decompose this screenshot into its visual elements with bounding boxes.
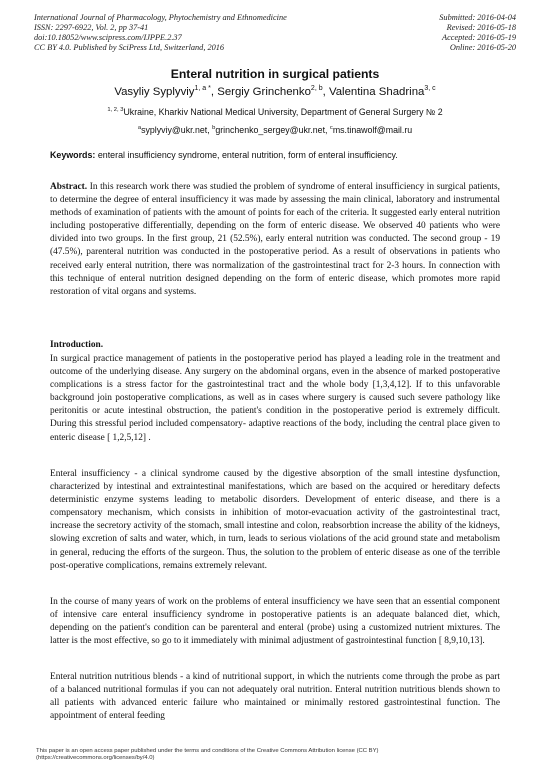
issn: ISSN: 2297-6922, Vol. 2, pp 37-41 (34, 23, 149, 33)
email-link[interactable]: ms.tinawolf@mail.ru (332, 125, 413, 135)
footer-link[interactable]: (https://creativecommons.org/licenses/by/4.0) (36, 755, 155, 762)
abstract-label: Abstract. (50, 182, 88, 192)
license-note: CC BY 4.0. Published by SciPress Ltd, Switzerland, 2016 (34, 43, 225, 53)
revised-date: Revised: 2016-05-18 (446, 23, 516, 33)
email-link[interactable]: grinchenko_sergey@ukr.net (215, 125, 326, 135)
body-paragraph: In the course of many years of work on the problems of enteral insufficiency we have seen that an essential component of intensive care enteral insufficiency syndrome in postoperative patients is an adequate balanced diet, which, depending on the patient's condition can be parenteral and enteral (probe) using a customized nutrient mixtures. The latter is the most effective, so go to it immediately with minimal adjustment of gastrointestinal function [ 8,9,10,13]. (50, 597, 500, 647)
author-list: Vasyliy Syplyviy$^{1, a *}$, Sergiy Grinchenko$^{2, b}$, Valentina Shadrina$^{3, c}$ (114, 85, 436, 98)
keywords-text: enteral insufficiency syndrome, enteral nutrition, form of enteral insufficiency. (97, 150, 398, 160)
affiliation (0, 107, 550, 117)
footer-line: This paper is an open access paper published under the terms and conditions of the Creative Commons Attribution license (CC BY) (36, 748, 379, 754)
email-sup: b (212, 125, 216, 132)
email-link[interactable]: syplyviy@ukr.net (141, 125, 208, 135)
submitted-date: Submitted: 2016-04-04 (439, 13, 516, 22)
section-heading: Introduction. (50, 340, 104, 350)
abstract-text: In this research work there was studied the problem of syndrome of enteral insufficiency in surgical patients, to determine the degree of enteral insufficiency it was made by assessing the main clinical, laboratory and instrumental methods of examination of patients with the amount of points for each of the criteria. It suggested early enteral nutrition including postoperative differentially, depending on the form of enteric disease. We observed 40 patients who were divided into two groups. In the first group, 21 (52.5%), early enteral nutrition was conducted. The second group - 19 (47.5%), parenteral nutrition was conducted in the postoperative period. As a result of observations in patients who received early enteral nutrition, there was normalization of the gastrointestinal tract for 2-3 hours. In connection with this technique of enteral nutrition designed depending on the form of enteric disease, which promotes more rapid restoration of vital organs and systems. (50, 182, 500, 297)
keywords-label: Keywords: (50, 150, 96, 160)
email-sup: c (329, 125, 333, 132)
affiliation-text: Ukraine, Kharkiv National Medical University, Department of General Surgery № 2 (123, 107, 443, 117)
author-name: Vasyliy Syplyviy (114, 85, 195, 98)
author-name: Sergiy Grinchenko (217, 85, 311, 98)
author-name: Valentina Shadrina (328, 85, 425, 98)
accepted-date: Accepted: 2016-05-19 (442, 33, 516, 43)
body-paragraph: Enteral insufficiency - a clinical syndrome caused by the digestive absorption of the small intestine dysfunction, characterized by intestinal and extraintestinal manifestations, which are based on the acquired or hereditary defects deterministic enzyme systems leading to metabolic disorders. Development of enteric disease, and there is a compensatory mechanism, which consists in inhibition of motor-evacuation activity of the gastrointestinal tract, increase the secretory activity of the stomach, small intestine and colon, reabsorbtion increase the ability of the kidneys, slowing excretion of salts and water, which, in turn, leads to serious violations of the acid ground state and metabolism in general, reducing the efforts of the surgeon. Thus, the solution to the problem of enteric disease as one of the terrible post-operative complications, remains extremely relevant. (50, 469, 500, 571)
body-paragraph: In surgical practice management of patients in the postoperative period has played a leading role in the treatment and outcome of the underlying disease. Any surgery on the abdominal organs, even in the absence of marked postoperative complications is a stress factor for the gastrointestinal tract and the whole body [1,3,4,12]. If to this unfavorable background join postoperative complications, as well as in cases where surgery is caused such severe pathology like peritonitis or acute intestinal obstruction, the patient's condition in the postoperative period is extremely difficult. During this stressful period included compensatory- adaptive reactions of the body, including the central place given to enteric disease [ 1,2,5,12] . (50, 354, 500, 443)
affiliation-sup: 1, 2, 3 (107, 107, 124, 114)
journal-header (34, 13, 516, 53)
doi: doi:10.18052/www.scipress.com/IJPPE.2.37 (34, 33, 182, 43)
online-date: Online: 2016-05-20 (449, 43, 516, 53)
email-list: $^a$syplyviy@ukr.net, $^b$grinchenko_sergey@ukr.net, $^c$ms.tinawolf@mail.ru (137, 125, 413, 135)
author-sup: 3, c (424, 85, 436, 92)
keywords (50, 150, 500, 160)
body-paragraph: Enteral nutrition nutritious blends - a kind of nutritional support, in which the nutrients come through the probe as part of a balanced nutritional formulas if you can not adequately oral nutrition. Enteral nutrition nutritious blends shown to all patients with advanced enteric failure who maintained or minimally restored gastrointestinal function. The appointment of enteral feeding (50, 672, 500, 722)
email-sup: a (137, 125, 142, 132)
author-sup: 1, a * (194, 85, 211, 92)
license-footer (36, 748, 379, 762)
journal-name: International Journal of Pharmacology, Phytochemistry and Ethnomedicine (34, 13, 287, 22)
abstract (50, 181, 500, 299)
paper-title: Enteral nutrition in surgical patients (170, 67, 380, 81)
author-sup: 2, b (310, 85, 323, 92)
